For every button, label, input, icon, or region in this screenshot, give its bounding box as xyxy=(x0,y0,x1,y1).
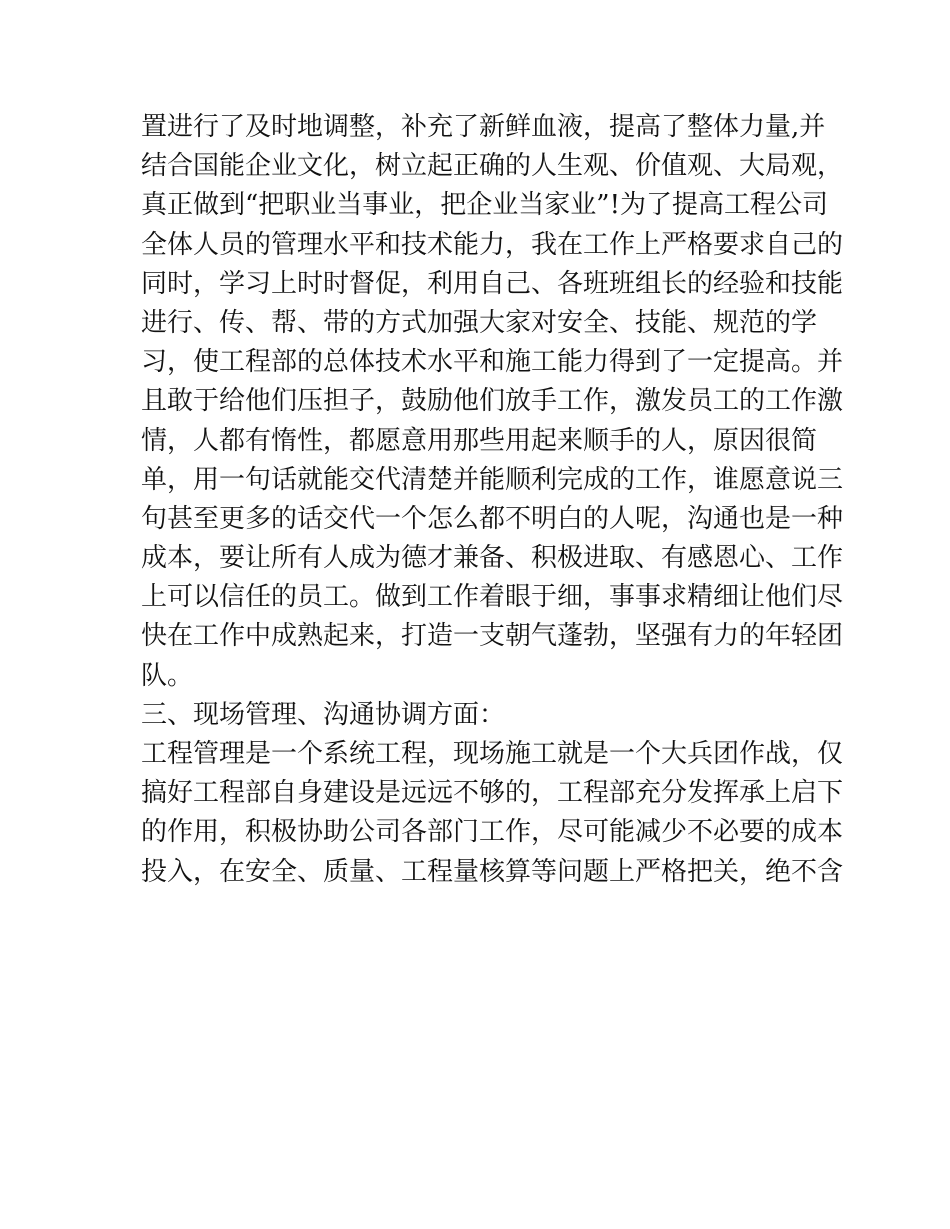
text-line: 的作用，积极协助公司各部门工作，尽可能减少不必要的成本 xyxy=(141,817,844,848)
text-line: 且敢于给他们压担子，鼓励他们放手工作，激发员工的工作激 xyxy=(141,386,844,417)
text-line: 结合国能企业文化，树立起正确的人生观、价值观、大局观， xyxy=(141,151,844,182)
text-line: 全体人员的管理水平和技术能力，我在工作上严格要求自己的 xyxy=(141,229,844,260)
section-heading: 三、现场管理、沟通协调方面： xyxy=(141,699,506,730)
text-line: 单，用一句话就能交代清楚并能顺利完成的工作，谁愿意说三 xyxy=(141,464,844,495)
text-line: 进行、传、帮、带的方式加强大家对安全、技能、规范的学 xyxy=(141,307,818,338)
text-line: 置进行了及时地调整，补充了新鲜血液，提高了整体力量,并 xyxy=(141,112,826,142)
text-line: 情，人都有惰性，都愿意用那些用起来顺手的人，原因很简 xyxy=(141,425,818,456)
text-line: 队。 xyxy=(141,660,194,691)
body-text xyxy=(141,108,844,892)
text-line: 搞好工程部自身建设是远远不够的，工程部充分发挥承上启下 xyxy=(141,778,844,809)
text-line: 成本，要让所有人成为德才兼备、积极进取、有感恩心、工作 xyxy=(141,543,844,574)
text-line: 投入，在安全、质量、工程量核算等问题上严格把关，绝不含 xyxy=(141,856,844,887)
text-line: 上可以信任的员工。做到工作着眼于细，事事求精细让他们尽 xyxy=(141,582,844,613)
text-line: 同时，学习上时时督促，利用自己、各班班组长的经验和技能 xyxy=(141,268,844,299)
text-line: 习，使工程部的总体技术水平和施工能力得到了一定提高。并 xyxy=(141,347,844,378)
text-line: 句甚至更多的话交代一个怎么都不明白的人呢，沟通也是一种 xyxy=(141,503,844,534)
text-line: 真正做到“把职业当事业，把企业当家业”!为了提高工程公司 xyxy=(141,190,829,221)
text-line: 工程管理是一个系统工程，现场施工就是一个大兵团作战，仅 xyxy=(141,739,844,769)
text-line: 快在工作中成熟起来，打造一支朝气蓬勃，坚强有力的年轻团 xyxy=(141,621,844,652)
